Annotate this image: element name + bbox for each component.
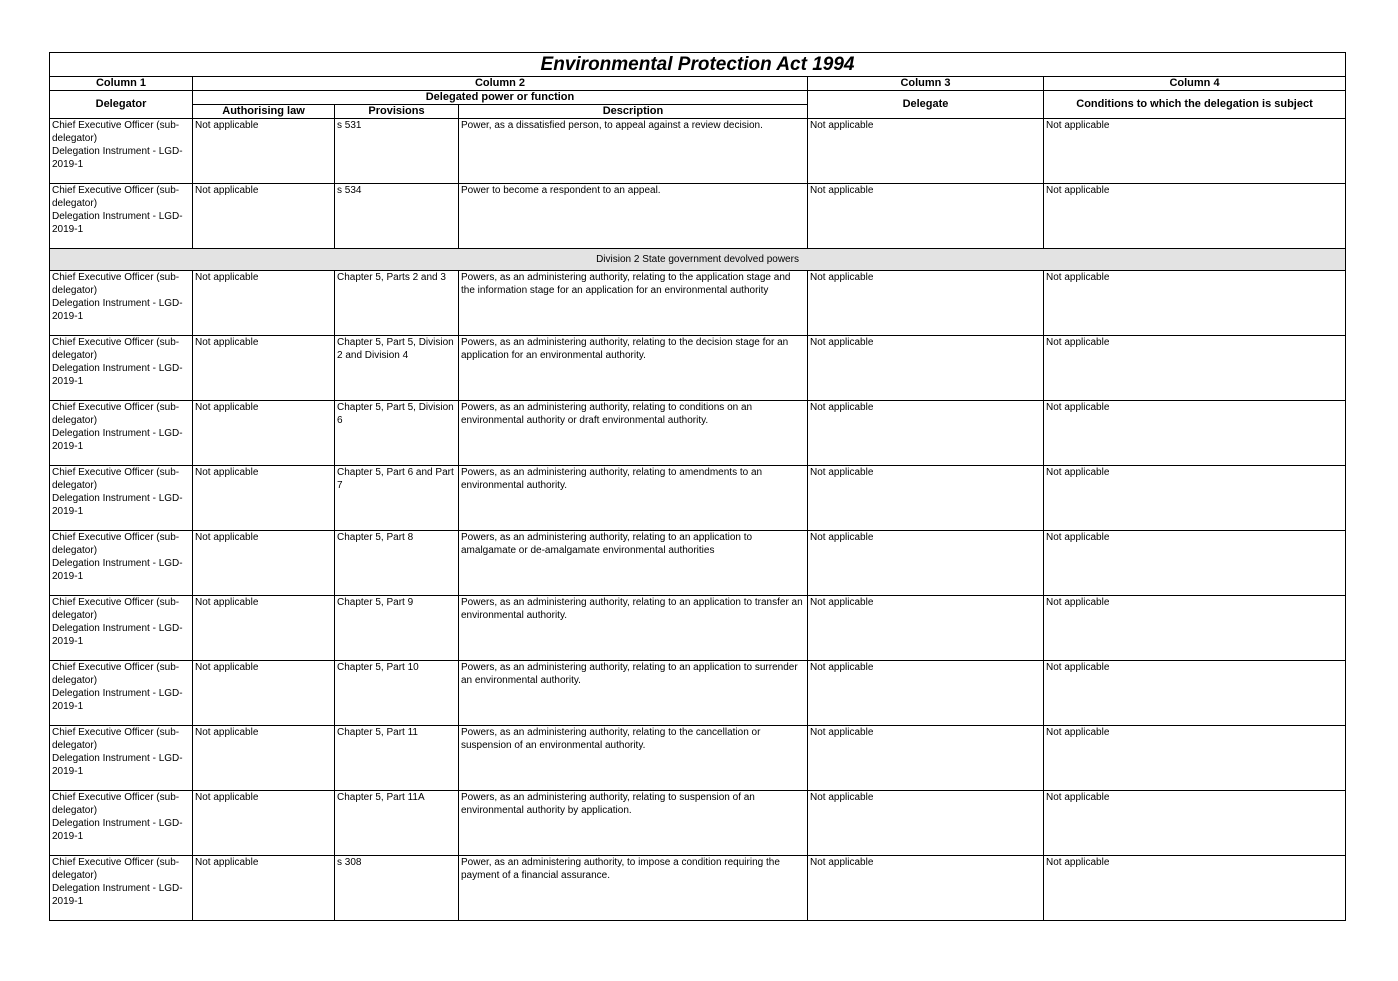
delegator-line: 2019-1 bbox=[52, 224, 84, 235]
delegator-line: Chief Executive Officer (sub- bbox=[52, 337, 180, 348]
delegator-line: 2019-1 bbox=[52, 506, 84, 517]
provisions-cell: s 308 bbox=[335, 856, 459, 921]
description-cell: Powers, as an administering authority, relating to an application to amalgamate or de-amalgamate environmental authorities bbox=[459, 531, 808, 596]
division-label: Division 2 State government devolved powers bbox=[50, 249, 1346, 271]
delegate-cell: Not applicable bbox=[808, 271, 1044, 336]
column-3-header: Column 3 bbox=[808, 77, 1044, 91]
table-row bbox=[50, 466, 1346, 531]
delegator-line: delegator) bbox=[52, 415, 98, 426]
delegator-line: delegator) bbox=[52, 870, 98, 881]
conditions-cell: Not applicable bbox=[1044, 661, 1346, 726]
table-row bbox=[50, 531, 1346, 596]
delegate-cell: Not applicable bbox=[808, 661, 1044, 726]
provisions-cell: s 534 bbox=[335, 184, 459, 249]
delegate-cell: Not applicable bbox=[808, 119, 1044, 184]
conditions-cell: Not applicable bbox=[1044, 184, 1346, 249]
delegator-line: Chief Executive Officer (sub- bbox=[52, 662, 180, 673]
conditions-cell: Not applicable bbox=[1044, 726, 1346, 791]
table-row bbox=[50, 596, 1346, 661]
delegator-line: Delegation Instrument - LGD- bbox=[52, 363, 183, 374]
authorising-law-cell: Not applicable bbox=[193, 119, 335, 184]
delegator-line: Chief Executive Officer (sub- bbox=[52, 120, 180, 131]
delegator-line: Chief Executive Officer (sub- bbox=[52, 857, 180, 868]
conditions-cell: Not applicable bbox=[1044, 791, 1346, 856]
delegator-header: Delegator bbox=[50, 91, 193, 119]
delegator-line: 2019-1 bbox=[52, 636, 84, 647]
delegator-line: Delegation Instrument - LGD- bbox=[52, 211, 183, 222]
description-cell: Powers, as an administering authority, relating to an application to surrender an environmental authority. bbox=[459, 661, 808, 726]
delegator-cell bbox=[50, 791, 193, 856]
conditions-cell: Not applicable bbox=[1044, 856, 1346, 921]
delegator-cell bbox=[50, 184, 193, 249]
table-row bbox=[50, 119, 1346, 184]
delegation-table bbox=[49, 52, 1346, 921]
table-row bbox=[50, 271, 1346, 336]
delegate-cell: Not applicable bbox=[808, 336, 1044, 401]
delegate-cell: Not applicable bbox=[808, 401, 1044, 466]
provisions-cell: Chapter 5, Part 8 bbox=[335, 531, 459, 596]
delegator-line: delegator) bbox=[52, 285, 98, 296]
authorising-law-cell: Not applicable bbox=[193, 336, 335, 401]
provisions-cell: Chapter 5, Parts 2 and 3 bbox=[335, 271, 459, 336]
delegator-line: Delegation Instrument - LGD- bbox=[52, 818, 183, 829]
provisions-cell: s 531 bbox=[335, 119, 459, 184]
conditions-cell: Not applicable bbox=[1044, 401, 1346, 466]
delegator-line: delegator) bbox=[52, 740, 98, 751]
authorising-law-cell: Not applicable bbox=[193, 661, 335, 726]
table-row bbox=[50, 661, 1346, 726]
delegator-cell bbox=[50, 119, 193, 184]
description-cell: Powers, as an administering authority, relating to an application to transfer an environmental authority. bbox=[459, 596, 808, 661]
delegate-header: Delegate bbox=[808, 91, 1044, 119]
description-cell: Powers, as an administering authority, relating to conditions on an environmental authority or draft environmental authority. bbox=[459, 401, 808, 466]
delegator-line: Chief Executive Officer (sub- bbox=[52, 272, 180, 283]
delegator-line: Delegation Instrument - LGD- bbox=[52, 428, 183, 439]
delegator-line: Delegation Instrument - LGD- bbox=[52, 883, 183, 894]
authorising-law-cell: Not applicable bbox=[193, 596, 335, 661]
description-header: Description bbox=[459, 105, 808, 119]
description-cell: Powers, as an administering authority, relating to the application stage and the information stage for an application for an environmental authority bbox=[459, 271, 808, 336]
delegated-power-header: Delegated power or function bbox=[193, 91, 808, 105]
table-row bbox=[50, 791, 1346, 856]
conditions-header: Conditions to which the delegation is subject bbox=[1044, 91, 1346, 119]
authorising-law-header: Authorising law bbox=[193, 105, 335, 119]
delegator-line: Delegation Instrument - LGD- bbox=[52, 493, 183, 504]
delegate-cell: Not applicable bbox=[808, 596, 1044, 661]
provisions-cell: Chapter 5, Part 9 bbox=[335, 596, 459, 661]
delegate-cell: Not applicable bbox=[808, 531, 1044, 596]
rows-top bbox=[50, 119, 1346, 249]
delegator-line: Chief Executive Officer (sub- bbox=[52, 532, 180, 543]
conditions-cell: Not applicable bbox=[1044, 596, 1346, 661]
delegator-cell bbox=[50, 856, 193, 921]
delegate-cell: Not applicable bbox=[808, 726, 1044, 791]
rows-bottom bbox=[50, 271, 1346, 921]
authorising-law-cell: Not applicable bbox=[193, 401, 335, 466]
page-title: Environmental Protection Act 1994 bbox=[50, 53, 1346, 77]
conditions-cell: Not applicable bbox=[1044, 336, 1346, 401]
description-cell: Powers, as an administering authority, relating to suspension of an environmental authority by application. bbox=[459, 791, 808, 856]
column-2-header: Column 2 bbox=[193, 77, 808, 91]
delegator-line: 2019-1 bbox=[52, 441, 84, 452]
authorising-law-cell: Not applicable bbox=[193, 791, 335, 856]
delegator-line: Delegation Instrument - LGD- bbox=[52, 753, 183, 764]
delegator-line: delegator) bbox=[52, 350, 98, 361]
provisions-cell: Chapter 5, Part 5, Division 2 and Division 4 bbox=[335, 336, 459, 401]
delegator-line: 2019-1 bbox=[52, 376, 84, 387]
description-cell: Powers, as an administering authority, relating to amendments to an environmental authority. bbox=[459, 466, 808, 531]
delegator-line: 2019-1 bbox=[52, 701, 84, 712]
delegate-cell: Not applicable bbox=[808, 466, 1044, 531]
description-cell: Power, as a dissatisfied person, to appeal against a review decision. bbox=[459, 119, 808, 184]
delegator-line: delegator) bbox=[52, 133, 98, 144]
delegator-cell bbox=[50, 596, 193, 661]
provisions-header: Provisions bbox=[335, 105, 459, 119]
conditions-cell: Not applicable bbox=[1044, 466, 1346, 531]
delegator-line: delegator) bbox=[52, 675, 98, 686]
delegator-line: Delegation Instrument - LGD- bbox=[52, 688, 183, 699]
authorising-law-cell: Not applicable bbox=[193, 184, 335, 249]
delegator-cell bbox=[50, 271, 193, 336]
delegator-line: delegator) bbox=[52, 198, 98, 209]
delegator-line: Delegation Instrument - LGD- bbox=[52, 623, 183, 634]
delegator-line: Chief Executive Officer (sub- bbox=[52, 185, 180, 196]
conditions-cell: Not applicable bbox=[1044, 119, 1346, 184]
delegator-cell bbox=[50, 726, 193, 791]
column-4-header: Column 4 bbox=[1044, 77, 1346, 91]
delegator-line: 2019-1 bbox=[52, 311, 84, 322]
delegator-cell bbox=[50, 661, 193, 726]
delegator-cell bbox=[50, 401, 193, 466]
delegator-line: Chief Executive Officer (sub- bbox=[52, 727, 180, 738]
provisions-cell: Chapter 5, Part 5, Division 6 bbox=[335, 401, 459, 466]
conditions-cell: Not applicable bbox=[1044, 271, 1346, 336]
provisions-cell: Chapter 5, Part 10 bbox=[335, 661, 459, 726]
table-row bbox=[50, 184, 1346, 249]
provisions-cell: Chapter 5, Part 11A bbox=[335, 791, 459, 856]
delegator-line: Chief Executive Officer (sub- bbox=[52, 597, 180, 608]
delegator-cell bbox=[50, 531, 193, 596]
delegate-cell: Not applicable bbox=[808, 856, 1044, 921]
delegator-line: delegator) bbox=[52, 545, 98, 556]
delegator-line: Delegation Instrument - LGD- bbox=[52, 558, 183, 569]
description-cell: Power, as an administering authority, to impose a condition requiring the payment of a financial assurance. bbox=[459, 856, 808, 921]
delegator-line: Chief Executive Officer (sub- bbox=[52, 792, 180, 803]
delegator-line: delegator) bbox=[52, 805, 98, 816]
authorising-law-cell: Not applicable bbox=[193, 856, 335, 921]
description-cell: Powers, as an administering authority, relating to the decision stage for an application for an environmental authority. bbox=[459, 336, 808, 401]
authorising-law-cell: Not applicable bbox=[193, 466, 335, 531]
delegator-line: delegator) bbox=[52, 610, 98, 621]
delegator-line: 2019-1 bbox=[52, 766, 84, 777]
table-row bbox=[50, 726, 1346, 791]
table-row bbox=[50, 401, 1346, 466]
division-row bbox=[50, 249, 1346, 271]
conditions-cell: Not applicable bbox=[1044, 531, 1346, 596]
delegator-line: 2019-1 bbox=[52, 831, 84, 842]
delegator-cell bbox=[50, 336, 193, 401]
delegator-line: Delegation Instrument - LGD- bbox=[52, 298, 183, 309]
delegator-line: Chief Executive Officer (sub- bbox=[52, 467, 180, 478]
delegator-line: delegator) bbox=[52, 480, 98, 491]
delegator-cell bbox=[50, 466, 193, 531]
authorising-law-cell: Not applicable bbox=[193, 271, 335, 336]
delegator-line: 2019-1 bbox=[52, 896, 84, 907]
authorising-law-cell: Not applicable bbox=[193, 531, 335, 596]
table-row bbox=[50, 336, 1346, 401]
table-row bbox=[50, 856, 1346, 921]
provisions-cell: Chapter 5, Part 11 bbox=[335, 726, 459, 791]
description-cell: Powers, as an administering authority, relating to the cancellation or suspension of an environmental authority. bbox=[459, 726, 808, 791]
column-1-header: Column 1 bbox=[50, 77, 193, 91]
delegate-cell: Not applicable bbox=[808, 791, 1044, 856]
delegator-line: 2019-1 bbox=[52, 571, 84, 582]
provisions-cell: Chapter 5, Part 6 and Part 7 bbox=[335, 466, 459, 531]
delegator-line: Chief Executive Officer (sub- bbox=[52, 402, 180, 413]
authorising-law-cell: Not applicable bbox=[193, 726, 335, 791]
description-cell: Power to become a respondent to an appeal. bbox=[459, 184, 808, 249]
delegator-line: Delegation Instrument - LGD- bbox=[52, 146, 183, 157]
delegator-line: 2019-1 bbox=[52, 159, 84, 170]
delegate-cell: Not applicable bbox=[808, 184, 1044, 249]
